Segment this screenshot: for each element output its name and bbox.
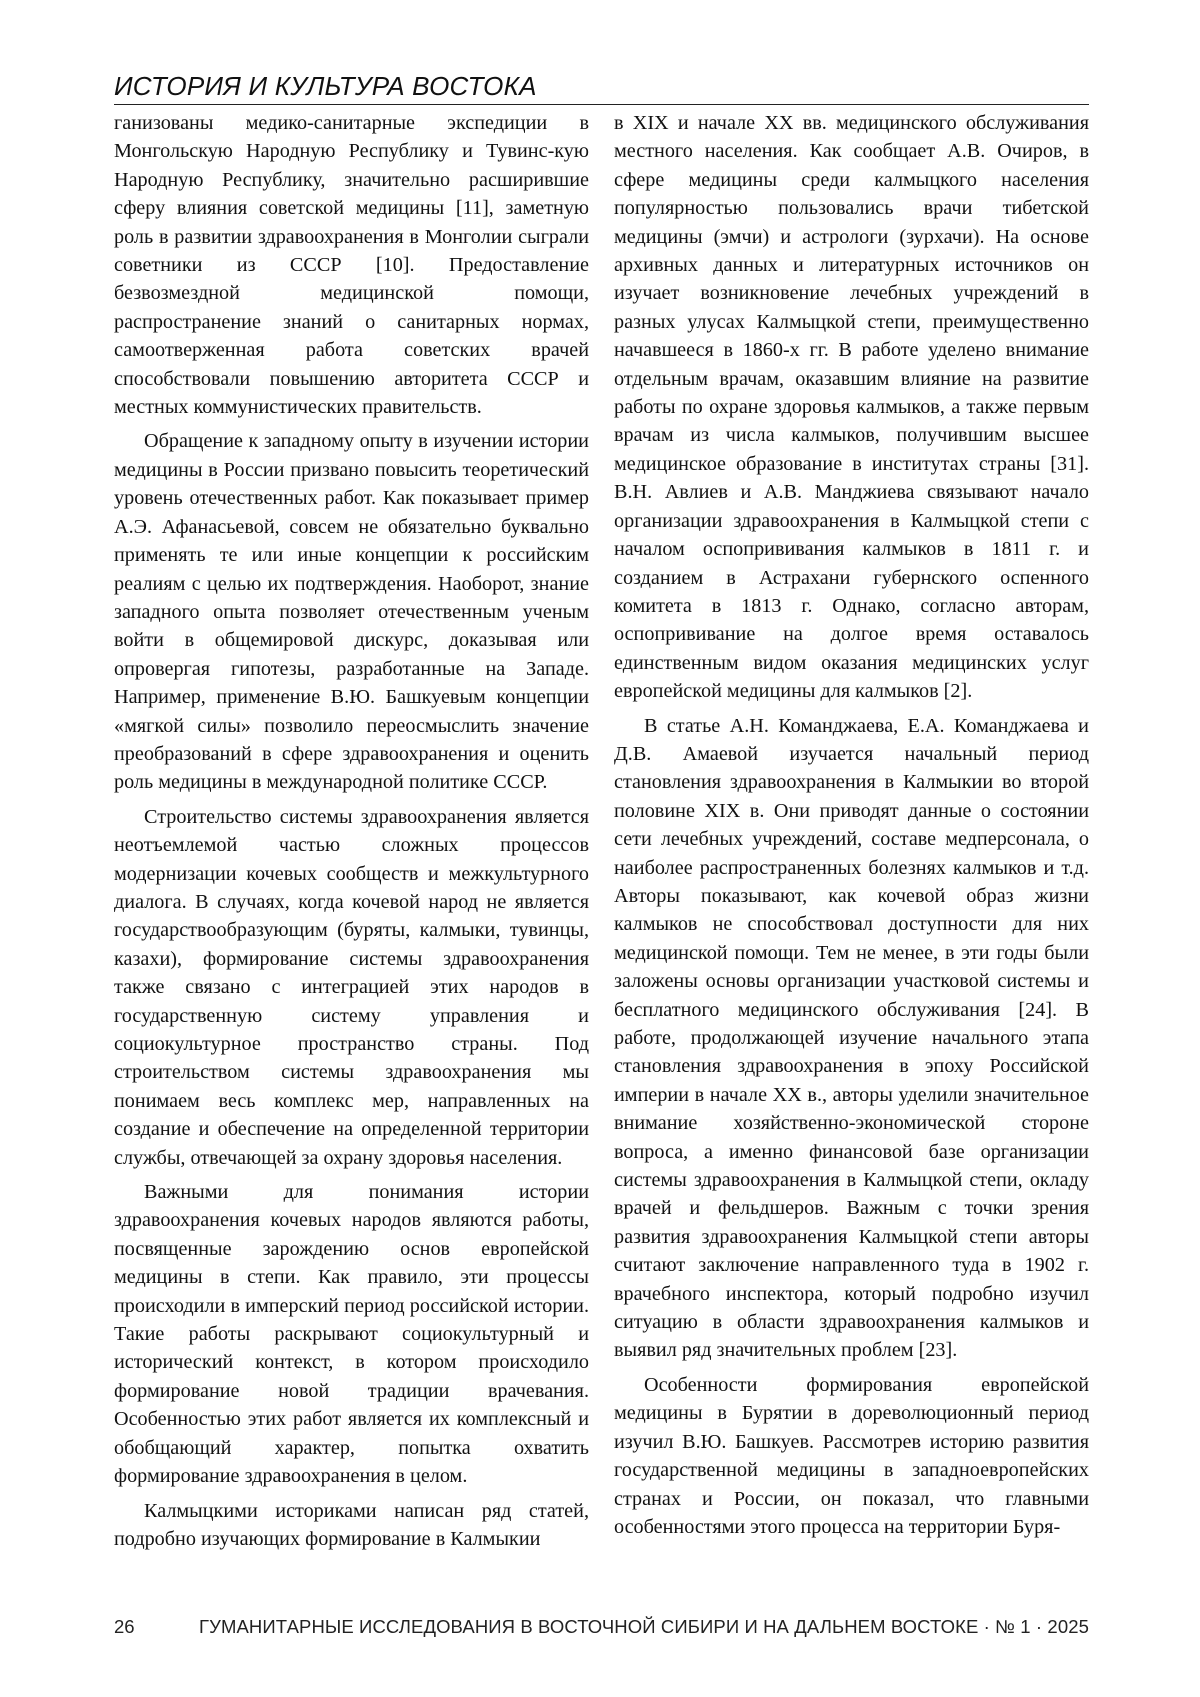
left-paragraph-5: Калмыцкими историками написан ряд статей, подробно изучающих формирование в Калмыкии (114, 1499, 589, 1550)
right-paragraph-3: Особенности формирования европейской медицины в Бурятии в дореволюционный период изучил В.Ю. Башкуев. Рассмотрев историю развития государственной медицины в западноевропейских странах и России, он показал, что главными особенностями этого процесса на территории Буря- (614, 1373, 1089, 1538)
left-paragraph-4: Важными для понимания истории здравоохранения кочевых народов являются работы, посвященные зарождению основ европейской медицины в степи. Как правило, эти процессы происходили в имперский период российской истории. Такие работы раскрывают социокультурный и исторический контекст, в котором происходило формирование новой традиции врачевания. Особенностью этих работ является их комплексный и обобщающий характер, попытка охватить формирование здравоохранения в целом. (114, 1181, 589, 1488)
running-header-title: ИСТОРИЯ И КУЛЬТУРА ВОСТОКА (114, 71, 537, 101)
left-text-column (114, 109, 589, 1553)
left-paragraph-3: Строительство системы здравоохранения является неотъемлемой частью сложных процессов модернизации кочевых сообществ и межкультурного диалога. В случаях, когда кочевой народ не является государствообразующим (буряты, калмыки, тувинцы, казахи), формирование системы здравоохранения также связано с интеграцией этих народов в государственную систему управления и социокультурное пространство страны. Под строительством системы здравоохранения мы понимаем весь комплекс мер, направленных на создание и обеспечение на определенной территории службы, отвечающей за охрану здоровья населения. (114, 805, 589, 1169)
page-number: 26 (114, 1616, 135, 1637)
right-paragraph-1: в XIX и начале XX вв. медицинского обслуживания местного населения. Как сообщает А.В. Очиров, в сфере медицины среди калмыцкого населения популярностью пользовались врачи тибетской медицины (эмчи) и астрологи (зурхачи). На основе архивных данных и литературных источников он изучает возникновение лечебных учреждений в разных улусах Калмыцкой степи, преимущественно начавшееся в 1860-х гг. В работе уделено внимание отдельным врачам, оказавшим влияние на развитие работы по охране здоровья калмыков, а также первым врачам из числа калмыков, получившим высшее медицинское образование в институтах страны [31]. В.Н. Авлиев и А.В. Манджиева связывают начало организации здравоохранения в Калмыцкой степи с началом оспопрививания калмыков в 1811 г. и созданием в Астрахани губернского оспенного комитета в 1813 г. Однако, согласно авторам, оспопрививание на долгое время оставалось единственным видом оказания медицинских услуг европейской медицины для калмыков [2]. (614, 112, 1089, 703)
left-paragraph-1: ганизованы медико-санитарные экспедиции в Монгольскую Народную Республику и Тувинс-кую Народную Республику, значительно расширившие сферу влияния советской медицины [11], заметную роль в развитии здравоохранения в Монголии сыграли советники из СССР [10]. Предоставление безвозмездной медицинской помощи, распространение знаний о санитарных нормах, самоотверженная работа советских врачей способствовали повышению авторитета СССР и местных коммунистических правительств. (114, 112, 589, 419)
right-paragraph-2: В статье А.Н. Команджаева, Е.А. Команджаева и Д.В. Амаевой изучается начальный период становления здравоохранения в Калмыкии во второй половине XIX в. Они приводят данные о состоянии сети лечебных учреждений, составе медперсонала, о наиболее распространенных болезнях калмыков и т.д. Авторы показывают, как кочевой образ жизни калмыков не способствовал доступности для них медицинской помощи. Тем не менее, в эти годы были заложены основы организации участковой системы и бесплатного медицинского обслуживания [24]. В работе, продолжающей изучение начального этапа становления здравоохранения в эпоху Российской империи в начале XX в., авторы уделили значительное внимание хозяйственно-экономической стороне вопроса, а именно финансовой базе организации системы здравоохранения в Калмыцкой степи, окладу врачей и фельдшеров. Важным с точки зрения развития здравоохранения Калмыцкой степи авторы считают заключение направленного туда в 1902 г. врачебного инспектора, который подробно изучил ситуацию в области здравоохранения калмыков и выявил ряд значительных проблем [23]. (614, 714, 1089, 1362)
journal-title: ГУМАНИТАРНЫЕ ИССЛЕДОВАНИЯ В ВОСТОЧНОЙ СИБИРИ И НА ДАЛЬНЕМ ВОСТОКЕ · № 1 · 2025 (199, 1616, 1089, 1637)
right-text-column (614, 109, 1089, 1541)
header-rule (114, 104, 1089, 105)
left-paragraph-2: Обращение к западному опыту в изучении истории медицины в России призвано повысить теоретический уровень отечественных работ. Как показывает пример А.Э. Афанасьевой, совсем не обязательно буквально применять те или иные концепции к российским реалиям с целью их подтверждения. Наоборот, знание западного опыта позволяет отечественным ученым войти в общемировой дискурс, доказывая или опровергая гипотезы, разработанные на Западе. Например, применение В.Ю. Башкуевым концепции «мягкой силы» позволило переосмыслить значение преобразований в сфере здравоохранения и оценить роль медицины в международной политике СССР. (114, 430, 589, 794)
page-footer (114, 1616, 1089, 1640)
